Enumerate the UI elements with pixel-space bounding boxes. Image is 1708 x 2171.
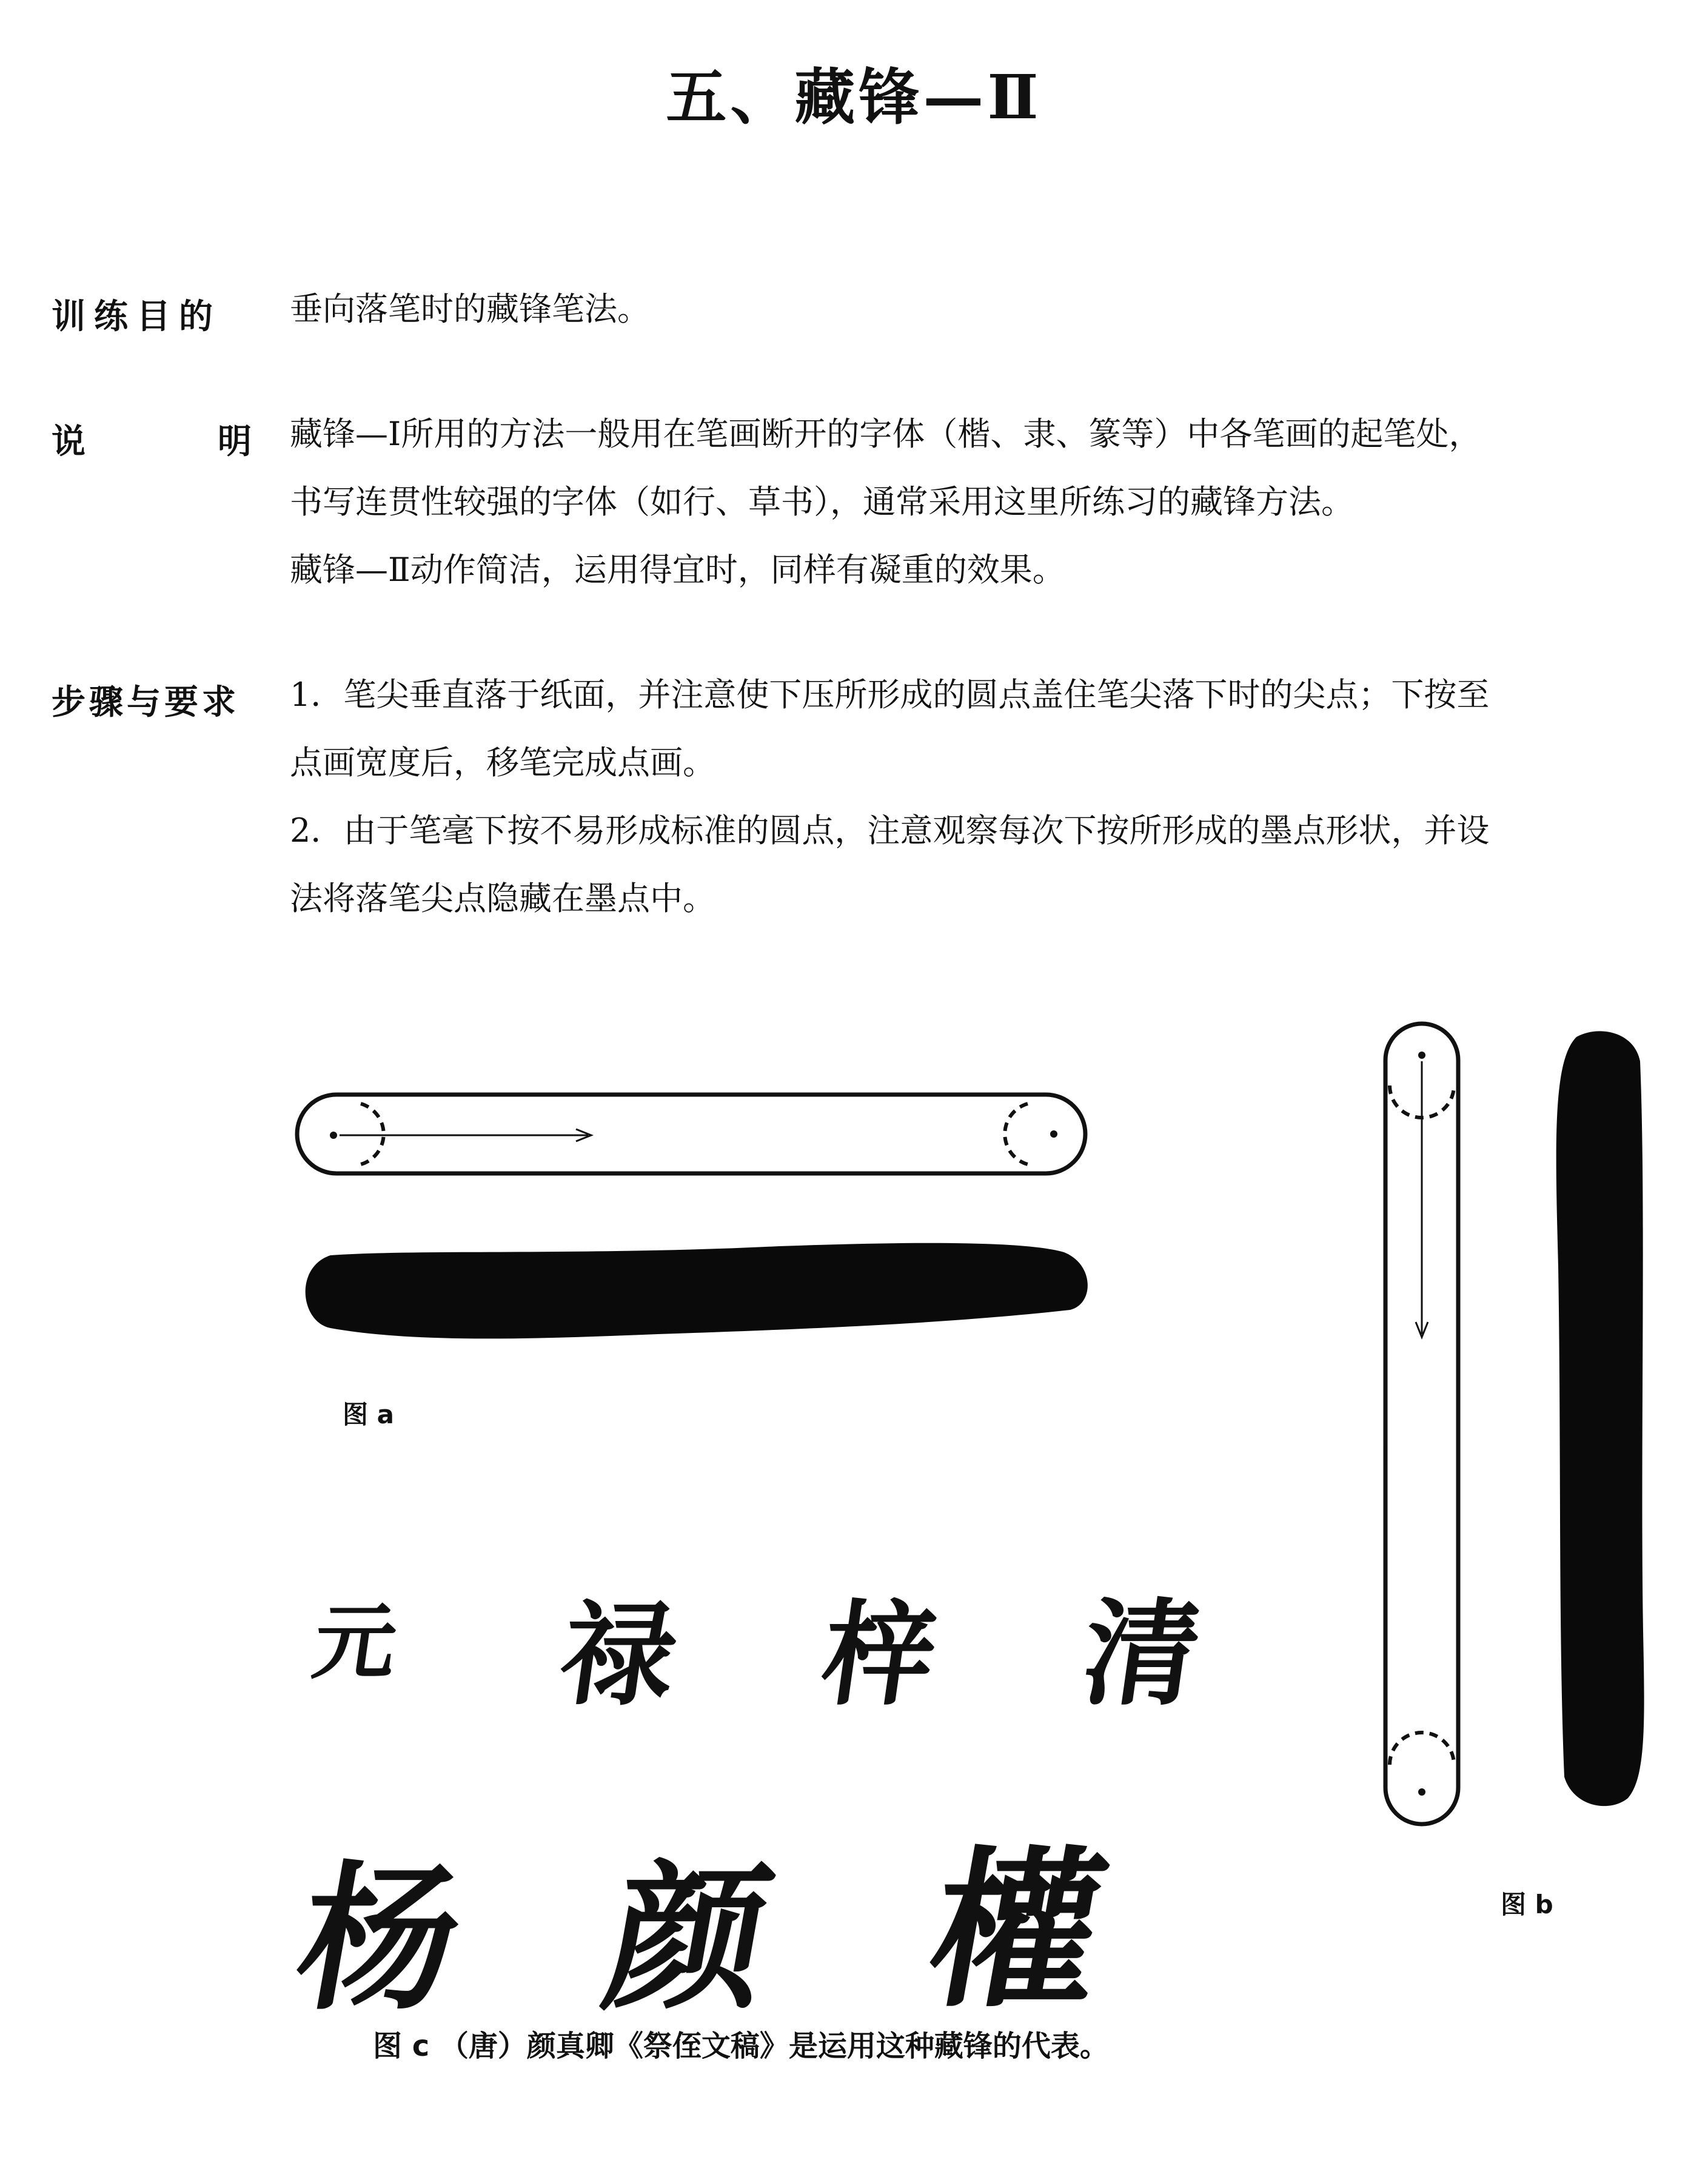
figure-c-caption: 图 c （唐）颜真卿《祭侄文稿》是运用这种藏锋的代表。 [373,2029,1109,2063]
explanation-line: 书写连贯性较强的字体（如行、草书），通常采用这里所练习的藏锋方法。 [290,483,1354,521]
explanation-line: 藏锋—Ⅱ动作简洁，运用得宜时，同样有凝重的效果。 [290,551,1065,589]
explanation-label-right: 明 [218,422,252,461]
steps-line: 2．由于笔毫下按不易形成标准的圆点，注意观察每次下按所形成的墨点形状，并设 [290,811,1490,850]
purpose-text-line: 垂向落笔时的藏锋笔法。 [290,290,650,328]
calligraphy-char: 清 [1074,1586,1209,1721]
steps-line: 法将落笔尖点隐藏在墨点中。 [290,879,715,918]
calligraphy-char: 禄 [553,1588,685,1720]
figure-a-label: 图 a [343,1400,394,1429]
purpose-label: 训练目的 [52,297,221,337]
calligraphy-char: 颜 [594,1847,785,2032]
steps-line: 点画宽度后，移笔完成点画。 [290,743,715,782]
figure-a-ink-stroke [294,1237,1100,1346]
steps-text [290,661,1666,933]
explanation-label [52,415,252,463]
explanation-text [290,400,1666,604]
page-title: 五、藏锋—Ⅱ [666,61,1042,133]
calligraphy-char: 杨 [284,1847,475,2032]
steps-label: 步骤与要求 [52,683,239,722]
calligraphy-char: 梓 [814,1588,945,1720]
figure-b-outline-diagram [1376,1019,1467,1831]
calligraphy-char: 權 [914,1831,1119,2030]
figure-b-label: 图 b [1501,1890,1553,1919]
steps-line: 1．笔尖垂直落于纸面，并注意使下压所形成的圆点盖住笔尖落下时的尖点；下按至 [290,676,1490,714]
explanation-line: 藏锋—Ⅰ所用的方法一般用在笔画断开的字体（楷、隶、篆等）中各笔画的起笔处， [290,415,1482,453]
figure-b-ink-stroke [1549,1025,1652,1813]
explanation-label-left: 说 [52,422,85,461]
purpose-text [290,285,1666,334]
figure-a-outline-diagram [291,1086,1104,1189]
calligraphy-char: 元 [307,1594,403,1690]
